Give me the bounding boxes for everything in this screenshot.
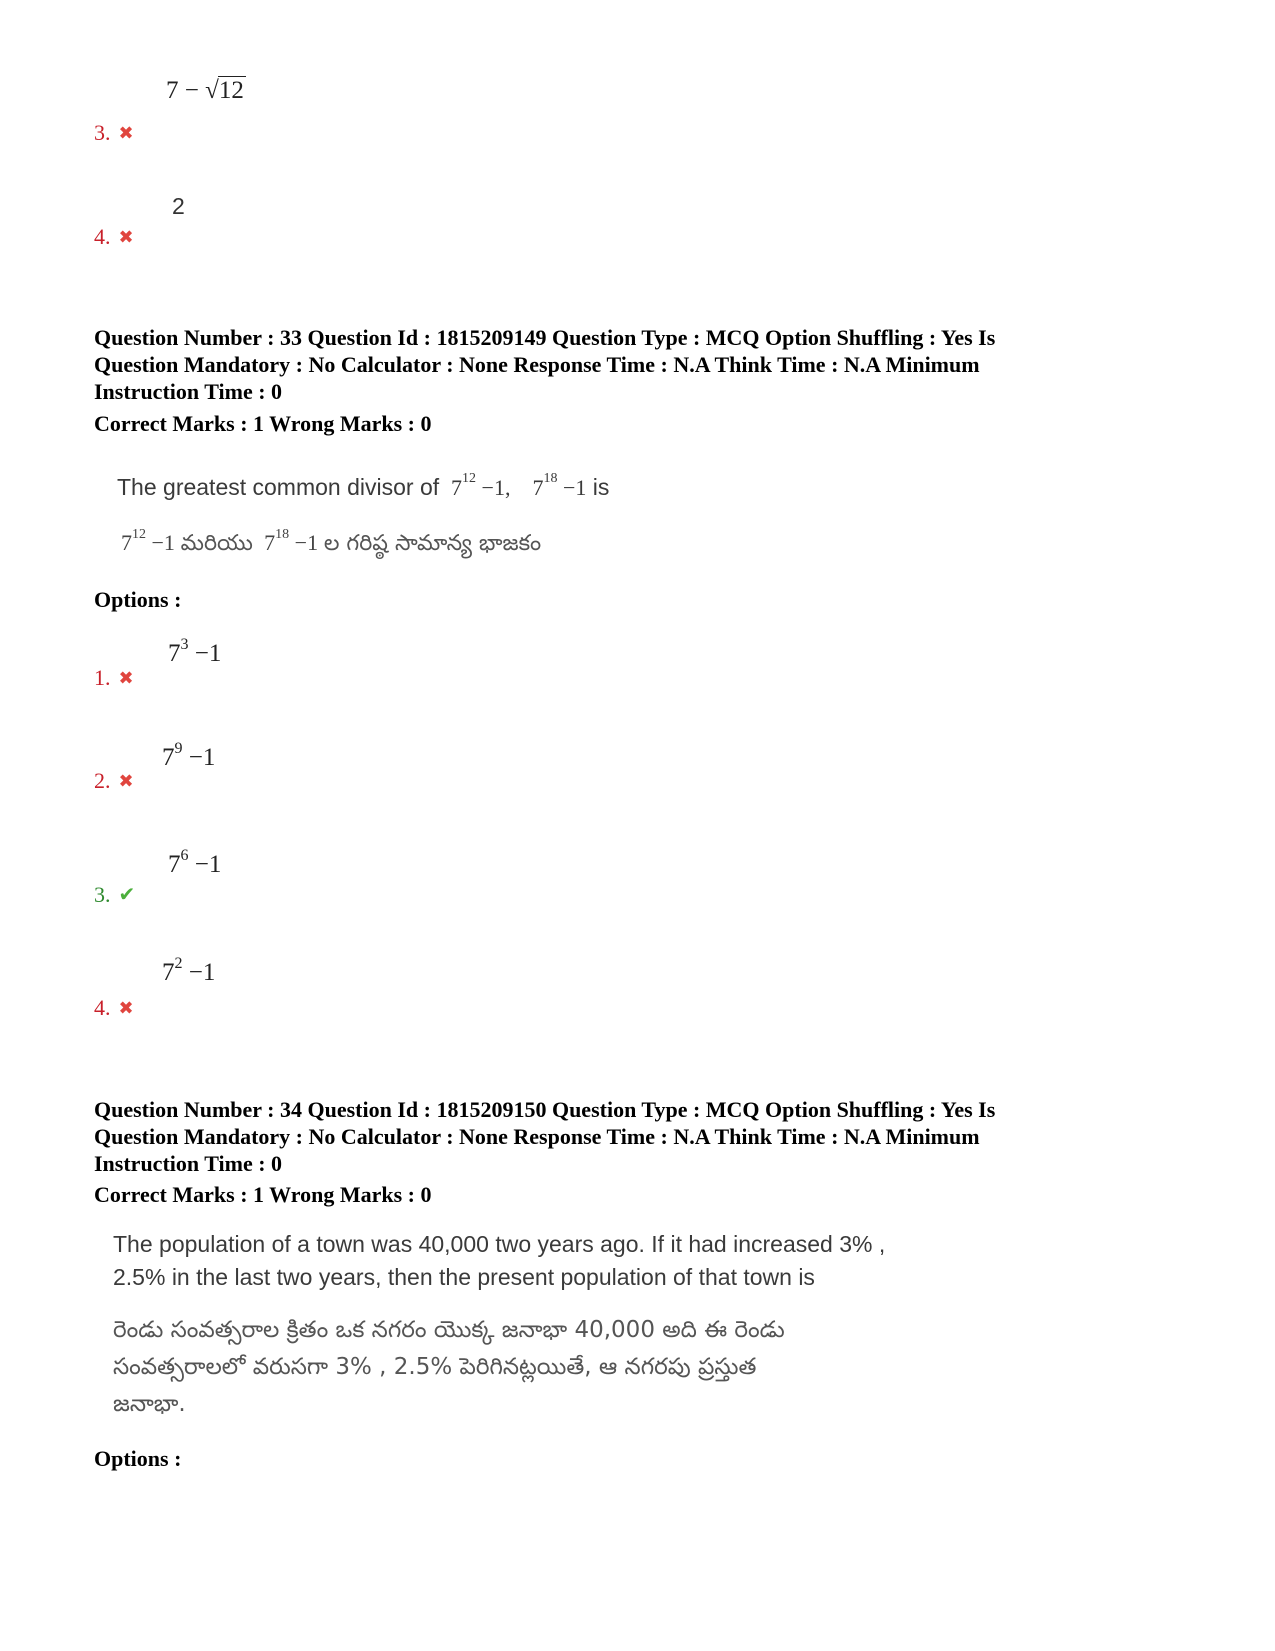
option-number xyxy=(94,995,134,1021)
telugu-word: మరియు xyxy=(180,531,253,556)
cross-icon: ✖ xyxy=(118,123,134,143)
marks-line: Correct Marks : 1 Wrong Marks : 0 xyxy=(94,1182,432,1207)
cross-icon: ✖ xyxy=(118,668,134,688)
option-number xyxy=(94,882,135,908)
question-line: రెండు సంవత్సరాల క్రితం ఒక నగరం యొక్క జనాభా 40,000 అది ఈ రెండు xyxy=(113,1317,785,1343)
cross-icon: ✖ xyxy=(118,998,134,1018)
cross-icon: ✖ xyxy=(118,771,134,791)
option-label: 4. xyxy=(94,224,111,249)
option-number xyxy=(94,224,134,250)
meta-line: Question Number : 33 Question Id : 1815209149 Question Type : MCQ Option Shuffling : Yes Is xyxy=(94,325,996,350)
option-math: 2 xyxy=(172,193,185,219)
option-label: 3. xyxy=(94,120,111,145)
marks-line: Correct Marks : 1 Wrong Marks : 0 xyxy=(94,411,432,436)
meta-line: Question Mandatory : No Calculator : None Response Time : N.A Think Time : N.A Minimum xyxy=(94,352,980,377)
option-label: 4. xyxy=(94,995,111,1020)
meta-line: Instruction Time : 0 xyxy=(94,1151,283,1176)
options-label: Options : xyxy=(94,587,182,612)
question-text-english xyxy=(113,1228,885,1294)
options-label: Options : xyxy=(94,1446,182,1471)
option-math: $7^6 -1$ xyxy=(168,847,222,878)
question-text-telugu xyxy=(113,1312,785,1423)
option-number xyxy=(94,768,134,794)
question-meta xyxy=(94,1096,1094,1177)
option-math: $7^2 -1$ xyxy=(162,955,216,986)
meta-line: Question Number : 34 Question Id : 1815209150 Question Type : MCQ Option Shuffling : Yes Is xyxy=(94,1097,996,1122)
question-text-english: The greatest common divisor of $7^{12} -1$, $7^{18} -1$ is xyxy=(117,471,610,500)
question-meta xyxy=(94,324,1094,405)
meta-line: Instruction Time : 0 xyxy=(94,379,283,404)
question-text-telugu: $7^{12} -1$ మరియు $7^{18} -1$ ల గరిష్ఠ సామాన్య భాజకం xyxy=(121,527,542,556)
meta-line: Question Mandatory : No Calculator : None Response Time : N.A Think Time : N.A Minimum xyxy=(94,1124,980,1149)
option-math: $7^3 -1$ xyxy=(168,636,222,667)
telugu-phrase: ల గరిష్ఠ సామాన్య భాజకం xyxy=(323,531,542,556)
question-line: The population of a town was 40,000 two years ago. If it had increased 3% , xyxy=(113,1231,886,1257)
option-label: 1. xyxy=(94,665,111,690)
check-icon: ✔ xyxy=(118,884,136,906)
option-math: 7 − √12 xyxy=(166,77,244,104)
question-line: సంవత్సరాలలో వరుసగా 3% , 2.5% పెరిగినట్లయితే, ఆ నగరపు ప్రస్తుత xyxy=(113,1354,757,1380)
option-math: $7^9 -1$ xyxy=(162,740,216,771)
option-number xyxy=(94,120,134,146)
option-label: 2. xyxy=(94,768,111,793)
question-text: The greatest common divisor of xyxy=(117,474,440,500)
cross-icon: ✖ xyxy=(118,227,134,247)
question-line: 2.5% in the last two years, then the present population of that town is xyxy=(113,1264,815,1290)
option-label: 3. xyxy=(94,882,111,907)
option-number xyxy=(94,665,134,691)
question-line: జనాభా. xyxy=(113,1391,186,1417)
question-text-is: is xyxy=(592,474,610,500)
